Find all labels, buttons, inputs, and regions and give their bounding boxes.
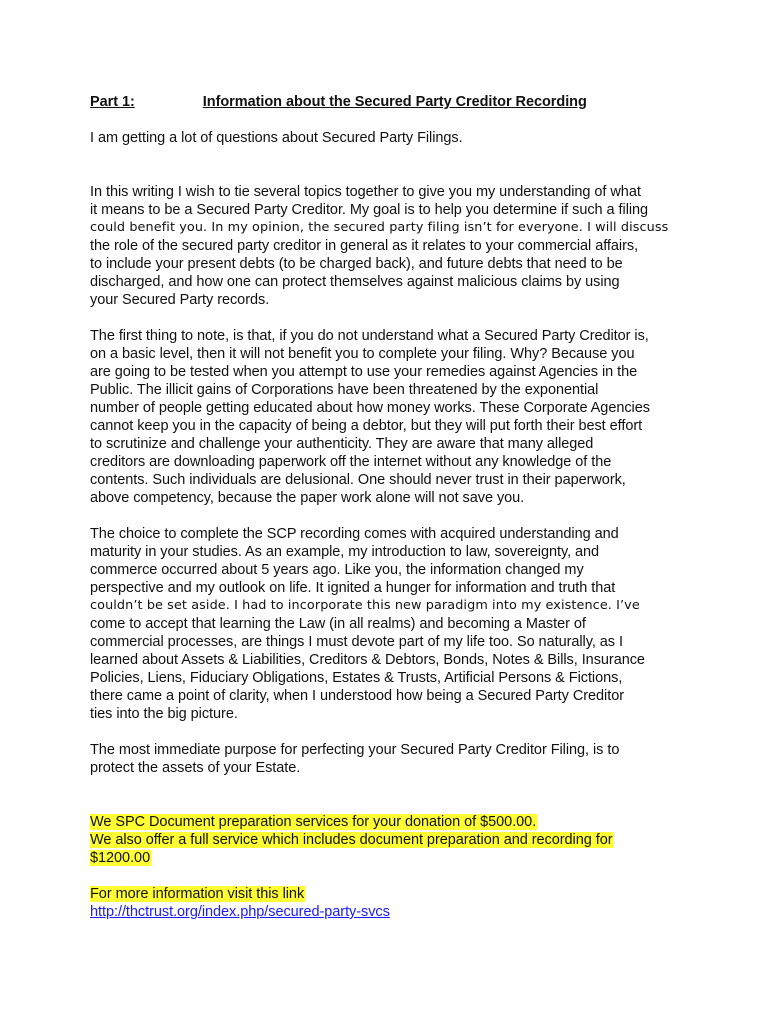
paragraph-line: to include your present debts (to be charged back), and future debts that need to be bbox=[90, 256, 623, 272]
offer-price: $1200.00 bbox=[90, 850, 151, 866]
paragraph-line: Policies, Liens, Fiduciary Obligations, Estates & Trusts, Artificial Persons & Fictions, bbox=[90, 670, 623, 686]
paragraph-line: couldn’t be set aside. I had to incorporate this new paradigm into my existence. I’ve bbox=[90, 598, 640, 613]
paragraph-line: the role of the secured party creditor in general as it relates to your commercial affairs, bbox=[90, 238, 639, 254]
paragraph-line: could benefit you. In my opinion, the secured party filing isn’t for everyone. I will discuss bbox=[90, 220, 669, 235]
paragraph-line: The first thing to note, is that, if you do not understand what a Secured Party Creditor is, bbox=[90, 328, 649, 344]
paragraph-line: ties into the big picture. bbox=[90, 706, 238, 722]
paragraph-line: learned about Assets & Liabilities, Creditors & Debtors, Bonds, Notes & Bills, Insurance bbox=[90, 652, 645, 668]
paragraph-line: your Secured Party records. bbox=[90, 292, 270, 308]
paragraph-line: The most immediate purpose for perfecting your Secured Party Creditor Filing, is to bbox=[90, 742, 620, 758]
paragraph-line: perspective and my outlook on life. It ignited a hunger for information and truth that bbox=[90, 580, 616, 596]
paragraph-line: commercial processes, are things I must devote part of my life too. So naturally, as I bbox=[90, 634, 623, 650]
offer-line: We also offer a full service which includes document preparation and recording for bbox=[90, 832, 613, 848]
paragraph-line: In this writing I wish to tie several topics together to give you my understanding of what bbox=[90, 184, 641, 200]
intro-text: I am getting a lot of questions about Secured Party Filings. bbox=[90, 130, 463, 146]
more-info-text: For more information visit this link bbox=[90, 886, 305, 902]
title-part-label: Part 1: bbox=[90, 94, 135, 110]
paragraph-line: Public. The illicit gains of Corporations have been threatened by the exponential bbox=[90, 382, 599, 398]
secured-party-link[interactable]: http://thctrust.org/index.php/secured-party-svcs bbox=[90, 904, 390, 920]
offer-line: We SPC Document preparation services for your donation of $500.00. bbox=[90, 814, 537, 830]
paragraph-line: cannot keep you in the capacity of being a debtor, but they will put forth their best effort bbox=[90, 418, 643, 434]
paragraph-line: it means to be a Secured Party Creditor. My goal is to help you determine if such a filing bbox=[90, 202, 649, 218]
paragraph-line: commerce occurred about 5 years ago. Like you, the information changed my bbox=[90, 562, 584, 578]
paragraph-1 bbox=[90, 183, 690, 309]
paragraph-line: there came a point of clarity, when I understood how being a Secured Party Creditor bbox=[90, 688, 624, 704]
paragraph-line: protect the assets of your Estate. bbox=[90, 760, 301, 776]
paragraph-4 bbox=[90, 741, 690, 777]
offer-block bbox=[90, 813, 690, 867]
page-title bbox=[90, 93, 690, 111]
paragraph-line: number of people getting educated about how money works. These Corporate Agencies bbox=[90, 400, 650, 416]
paragraph-line: are going to be tested when you attempt to use your remedies against Agencies in the bbox=[90, 364, 638, 380]
paragraph-line: maturity in your studies. As an example, my introduction to law, sovereignty, and bbox=[90, 544, 600, 560]
paragraph-line: to scrutinize and challenge your authenticity. They are aware that many alleged bbox=[90, 436, 594, 452]
paragraph-line: above competency, because the paper work alone will not save you. bbox=[90, 490, 525, 506]
paragraph-line: The choice to complete the SCP recording comes with acquired understanding and bbox=[90, 526, 619, 542]
paragraph-3 bbox=[90, 525, 690, 723]
paragraph-line: come to accept that learning the Law (in all realms) and becoming a Master of bbox=[90, 616, 586, 632]
title-text: Information about the Secured Party Creditor Recording bbox=[202, 94, 587, 110]
paragraph-line: discharged, and how one can protect themselves against malicious claims by using bbox=[90, 274, 620, 290]
paragraph-2 bbox=[90, 327, 690, 507]
paragraph-line: creditors are downloading paperwork off the internet without any knowledge of the bbox=[90, 454, 612, 470]
paragraph-line: contents. Such individuals are delusional. One should never trust in their paperwork, bbox=[90, 472, 626, 488]
document-page bbox=[90, 93, 690, 921]
paragraph-line: on a basic level, then it will not benefit you to complete your filing. Why? Because you bbox=[90, 346, 635, 362]
